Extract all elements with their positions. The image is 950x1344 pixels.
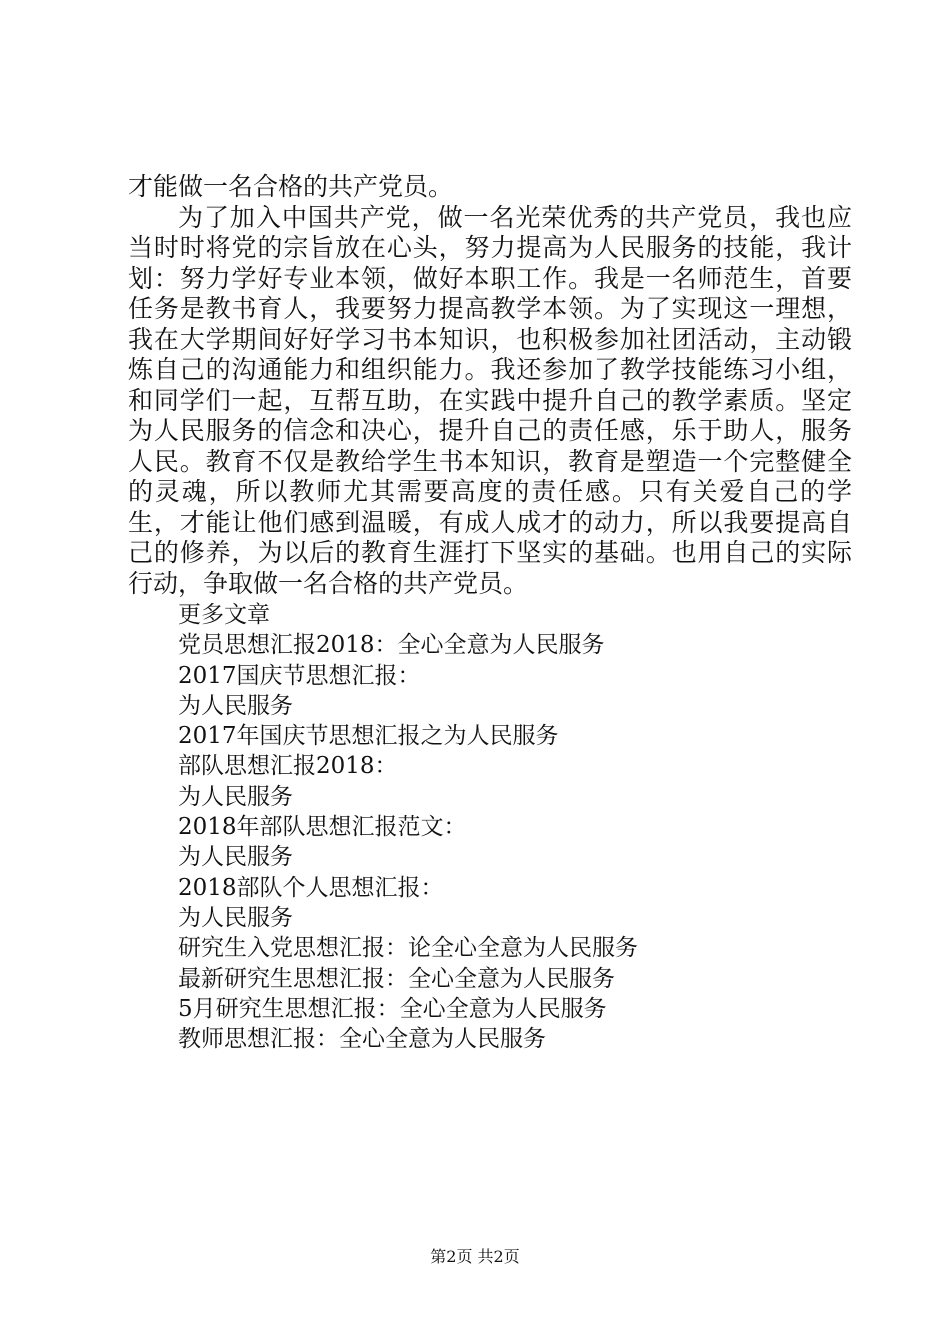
- related-link[interactable]: 研究生入党思想汇报：论全心全意为人民服务: [178, 935, 638, 962]
- related-articles: [178, 600, 858, 1054]
- related-link[interactable]: 最新研究生思想汇报：全心全意为人民服务: [178, 965, 615, 992]
- related-link[interactable]: 为人民服务: [178, 692, 293, 719]
- related-link[interactable]: 2018年部队思想汇报范文：: [178, 814, 467, 841]
- related-link[interactable]: 为人民服务: [178, 783, 293, 810]
- related-link[interactable]: 教师思想汇报：全心全意为人民服务: [178, 1026, 546, 1053]
- related-link[interactable]: 5月研究生思想汇报：全心全意为人民服务: [178, 995, 607, 1022]
- page-footer: 第2页 共2页: [430, 1247, 520, 1266]
- related-link[interactable]: 部队思想汇报2018：: [178, 753, 398, 780]
- paragraph-1: 才能做一名合格的共产党员。: [128, 172, 454, 201]
- related-link[interactable]: 为人民服务: [178, 844, 293, 871]
- related-link[interactable]: 为人民服务: [178, 904, 293, 931]
- related-heading: 更多文章: [178, 602, 270, 628]
- related-link[interactable]: 2018部队个人思想汇报：: [178, 874, 444, 901]
- related-link[interactable]: 2017国庆节思想汇报：: [178, 662, 421, 689]
- paragraph-2: 为了加入中国共产党，做一名光荣优秀的共产党员，我也应当时时将党的宗旨放在心头，努力提高为人民服务的技能，我计划：努力学好专业本领，做好本职工作。我是一名师范生，首要任务是教书育人，我要努力提高教学本领。为了实现这一理想，我在大学期间好好学习书本知识，也积极参加社团活动，主动锻炼自己的沟通能力和组织能力。我还参加了教学技能练习小组，和同学们一起，互帮互助，在实践中提升自己的教学素质。坚定为人民服务的信念和决心，提升自己的责任感，乐于助人，服务人民。教育不仅是教给学生书本知识，教育是塑造一个完整健全的灵魂，所以教师尤其需要高度的责任感。只有关爱自己的学生，才能让他们感到温暖，有成人成才的动力，所以我要提高自己的修养，为以后的教育生涯打下坚实的基础。也用自己的实际行动，争取做一名合格的共产党员。: [128, 202, 852, 598]
- related-link[interactable]: 党员思想汇报2018：全心全意为人民服务: [178, 632, 605, 659]
- document-body: [128, 172, 852, 599]
- related-link[interactable]: 2017年国庆节思想汇报之为人民服务: [178, 723, 559, 750]
